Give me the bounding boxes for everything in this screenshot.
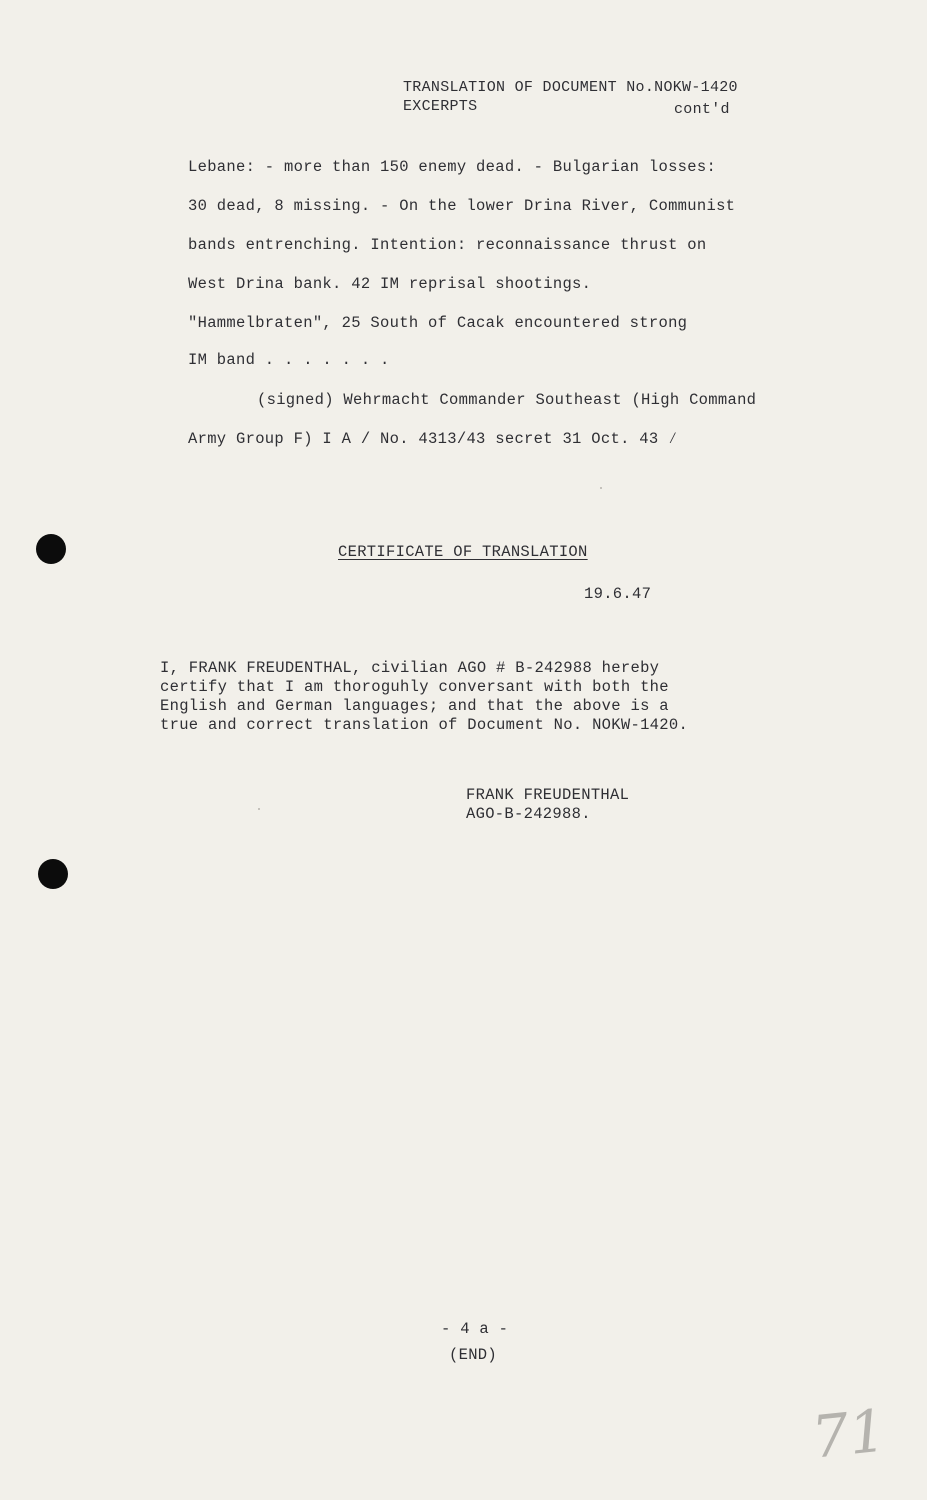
certificate-line-1: I, FRANK FREUDENTHAL, civilian AGO # B-242988 hereby [160,659,660,677]
body-line-5: "Hammelbraten", 25 South of Cacak encountered strong [188,314,688,332]
punch-hole-bottom [38,859,68,889]
signer-name: FRANK FREUDENTHAL [466,786,630,804]
certificate-date: 19.6.47 [584,585,652,603]
page-number: - 4 a - [441,1320,509,1338]
end-mark: (END) [449,1346,498,1364]
paper-speck [258,808,260,810]
reference-line: Army Group F) I A / No. 4313/43 secret 31 Oct. 43 ⁄ [188,430,678,448]
certificate-line-2: certify that I am thoroguhly conversant with both the [160,678,669,696]
body-line-2: 30 dead, 8 missing. - On the lower Drina River, Communist [188,197,736,215]
body-line-6: IM band . . . . . . . [188,351,390,369]
paper-speck [600,487,602,489]
certificate-title: CERTIFICATE OF TRANSLATION [338,543,588,561]
signer-id: AGO-B-242988. [466,805,591,823]
handwritten-folio-number: 71 [808,1396,890,1472]
certificate-line-4: true and correct translation of Document No. NOKW-1420. [160,716,689,734]
body-line-4: West Drina bank. 42 IM reprisal shootings. [188,275,592,293]
document-header-excerpts: EXCERPTS [403,98,478,115]
punch-hole-top [36,534,66,564]
body-line-1: Lebane: - more than 150 enemy dead. - Bulgarian losses: [188,158,717,176]
body-line-3: bands entrenching. Intention: reconnaissance thrust on [188,236,707,254]
signature-line: (signed) Wehrmacht Commander Southeast (High Command [257,391,757,409]
document-header-title: TRANSLATION OF DOCUMENT No.NOKW-1420 [403,79,738,96]
document-header-contd: cont'd [674,101,730,118]
certificate-line-3: English and German languages; and that the above is a [160,697,669,715]
